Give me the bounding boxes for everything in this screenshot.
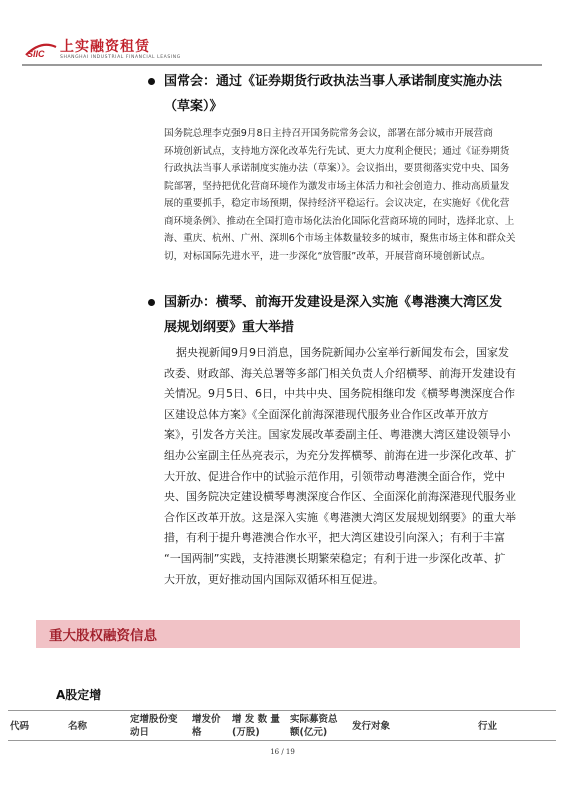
page-number: 16 / 19 [270, 748, 295, 756]
col-header-price [192, 713, 221, 739]
table-header-rule [8, 740, 556, 741]
news-body-2-line: 合作区改革开放。这是深入实施《粤港澳大湾区发展规划纲要》的重大举 [164, 510, 516, 524]
news-body-1-line: 院部署，坚持把优化营商环境作为激发市场主体活力和社会创造力、推动高质量发 [164, 180, 510, 192]
col-header-qty [232, 713, 280, 739]
news-body-2-line: “一国两制”实践，支持港澳长期繁荣稳定；有利于进一步深化改革、扩 [164, 551, 506, 565]
news-body-1-line: 展的重要抓手，稳定市场预期，保持经济平稳运行。会议决定，在实施好《优化营 [164, 198, 510, 209]
col-header-funds [290, 713, 338, 739]
news-body-2-line: 关情况。9月5日、6日，中共中央、国务院相继印发《横琴粤澳深度合作 [164, 387, 515, 401]
news-body-2-line: 案》，引发各方关注。国家发展改革委副主任、粤港澳大湾区建设领导小 [164, 428, 511, 442]
news-body-1-line: 行政执法当事人承诺制度实施办法（草案）》。会议指出，要贯彻落实党中央、国务 [164, 163, 510, 174]
news-title-2-line2: 展规划纲要》重大举措 [164, 320, 295, 335]
company-logo-mark [24, 38, 58, 60]
svg-text:SIIC: SIIC [27, 49, 45, 59]
news-body-1-line: 海、重庆、杭州、广州、深圳6个市场主体数量较多的城市，聚焦市场主体和群众关 [164, 233, 516, 244]
col-header-funds-line2: 额(亿元) [290, 727, 328, 738]
news-body-2-line: 央、国务院决定建设横琴粤澳深度合作区、全面深化前海深港现代服务业 [164, 490, 516, 504]
col-header-qty-line1: 增 发 数 量 [232, 714, 280, 725]
news-body-1 [164, 125, 524, 265]
bullet-icon [148, 78, 155, 85]
news-body-1-line: 切，对标国际先进水平，进一步深化“放管服”改革，开展营商环境创新试点。 [164, 250, 491, 262]
news-body-2-line: 据央视新闻9月9日消息，国务院新闻办公室举行新闻发布会，国家发 [176, 346, 509, 359]
company-logo-text: 上实融资租赁 [60, 39, 150, 55]
header-divider [22, 64, 542, 66]
col-header-qty-line2: (万股) [232, 727, 260, 738]
col-header-target: 发行对象 [352, 721, 391, 732]
col-header-price-line1: 增发价 [192, 714, 221, 725]
news-body-2-line: 措，有利于提升粤港澳合作水平，把大湾区建设引向深入；有利于丰富 [164, 531, 505, 545]
section-subtitle: A股定增 [56, 688, 102, 702]
col-header-code: 代码 [10, 721, 30, 732]
news-title-1-line2: （草案）》 [164, 99, 223, 114]
col-header-price-line2: 格 [192, 727, 202, 738]
col-header-date [130, 713, 178, 739]
col-header-date-line2: 动日 [130, 727, 150, 738]
news-body-2 [164, 343, 524, 590]
news-body-1-line: 国务院总理李克强9月8日主持召开国务院常务会议，部署在部分城市开展营商 [164, 128, 493, 139]
col-header-date-line1: 定增股份变 [130, 714, 178, 725]
company-logo-subtext: SHANGHAI INDUSTRIAL FINANCIAL LEASING [60, 55, 181, 60]
news-title-2-line1: 国新办：横琴、前海开发建设是深入实施《粤港澳大湾区发 [164, 295, 503, 310]
section-title: 重大股权融资信息 [49, 628, 157, 644]
news-body-1-line: 商环境条例》、推动在全国打造市场化法治化国际化营商环境的同时，选择北京、上 [164, 215, 515, 227]
col-header-funds-line1: 实际募资总 [290, 714, 338, 725]
news-title-1-line1: 国常会：通过《证券期货行政执法当事人承诺制度实施办法 [164, 74, 503, 89]
news-body-2-line: 组办公室副主任丛亮表示，为充分发挥横琴、前海在进一步深化改革、扩 [164, 448, 516, 462]
news-body-2-line: 改委、财政部、海关总署等多部门相关负责人介绍横琴、前海开发建设有 [164, 366, 516, 380]
news-body-2-line: 区建设总体方案》《全面深化前海深港现代服务业合作区改革开放方 [164, 407, 489, 421]
bullet-icon [148, 299, 155, 306]
col-header-name: 名称 [68, 721, 88, 732]
news-body-2-line: 大开放、促进合作中的试验示范作用，引领带动粤港澳全面合作，党中 [164, 469, 505, 483]
news-body-1-line: 环境创新试点，支持地方深化改革先行先试、更大力度利企便民；通过《证券期货 [164, 145, 510, 157]
news-body-2-line: 大开放，更好推动国内国际双循环相互促进。 [164, 572, 384, 586]
col-header-industry: 行业 [478, 721, 498, 732]
table-top-rule [8, 710, 556, 711]
